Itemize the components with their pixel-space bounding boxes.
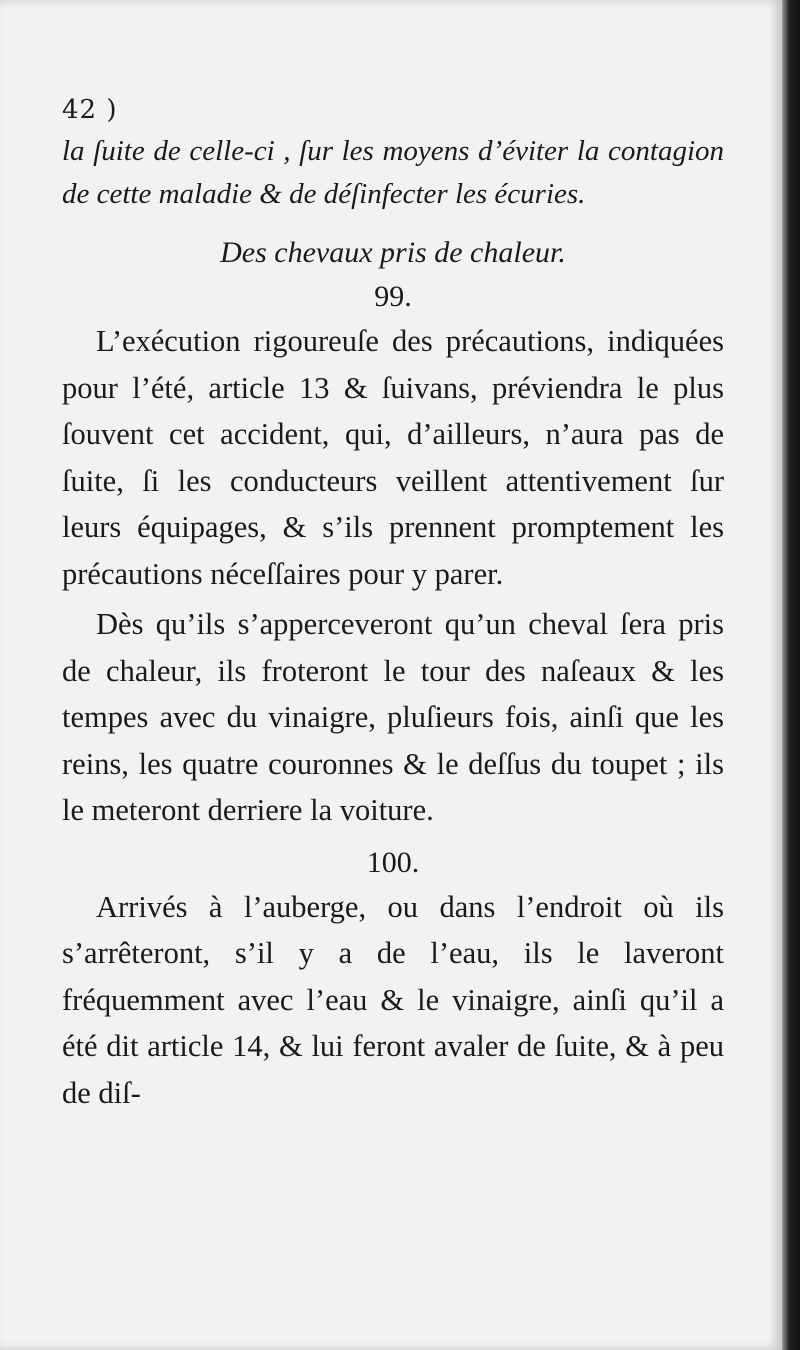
article-number-100: 100. — [366, 845, 420, 879]
article-100-paragraph-1: Arrivés à l’auberge, ou dans l’endroit où ils s’arrêteront, s’il y a de l’eau, ils le laveront fréquemment avec l’eau & le vinaigre, ainſi qu’il a été dit article 14, & lui feront avaler de ſuite, & à peu de diſ- — [62, 889, 724, 1110]
article-99-paragraph-2: Dès qu’ils s’apperceveront qu’un cheval ſera pris de chaleur, ils froteront le tour des naſeaux & les tempes avec du vinaigre, pluſieurs fois, ainſi que les reins, les quatre couronnes & le deſſus du toupet ; ils le meteront derriere la voiture. — [62, 607, 724, 827]
section-title: Des chevaux pris de chaleur. — [220, 236, 566, 269]
page-text — [62, 90, 724, 1116]
page-number: 42 ) — [62, 95, 118, 125]
page-edge-shadow — [782, 0, 800, 1350]
article-number-99: 99. — [374, 280, 412, 313]
article-99-paragraph-1: L’exécution rigoureuſe des précautions, indiquées pour l’été, article 13 & ſuivans, préviendra le plus ſouvent cet accident, qui, d’ailleurs, n’aura pas de ſuite, ſi les conducteurs veillent attentivement ſur leurs équipages, & s’ils prennent promptement les précautions néceſſaires pour y parer. — [62, 324, 724, 591]
intro-paragraph: la ſuite de celle-ci , ſur les moyens d’éviter la contagion de cette maladie & de déſinfecter les écuries. — [62, 135, 724, 210]
